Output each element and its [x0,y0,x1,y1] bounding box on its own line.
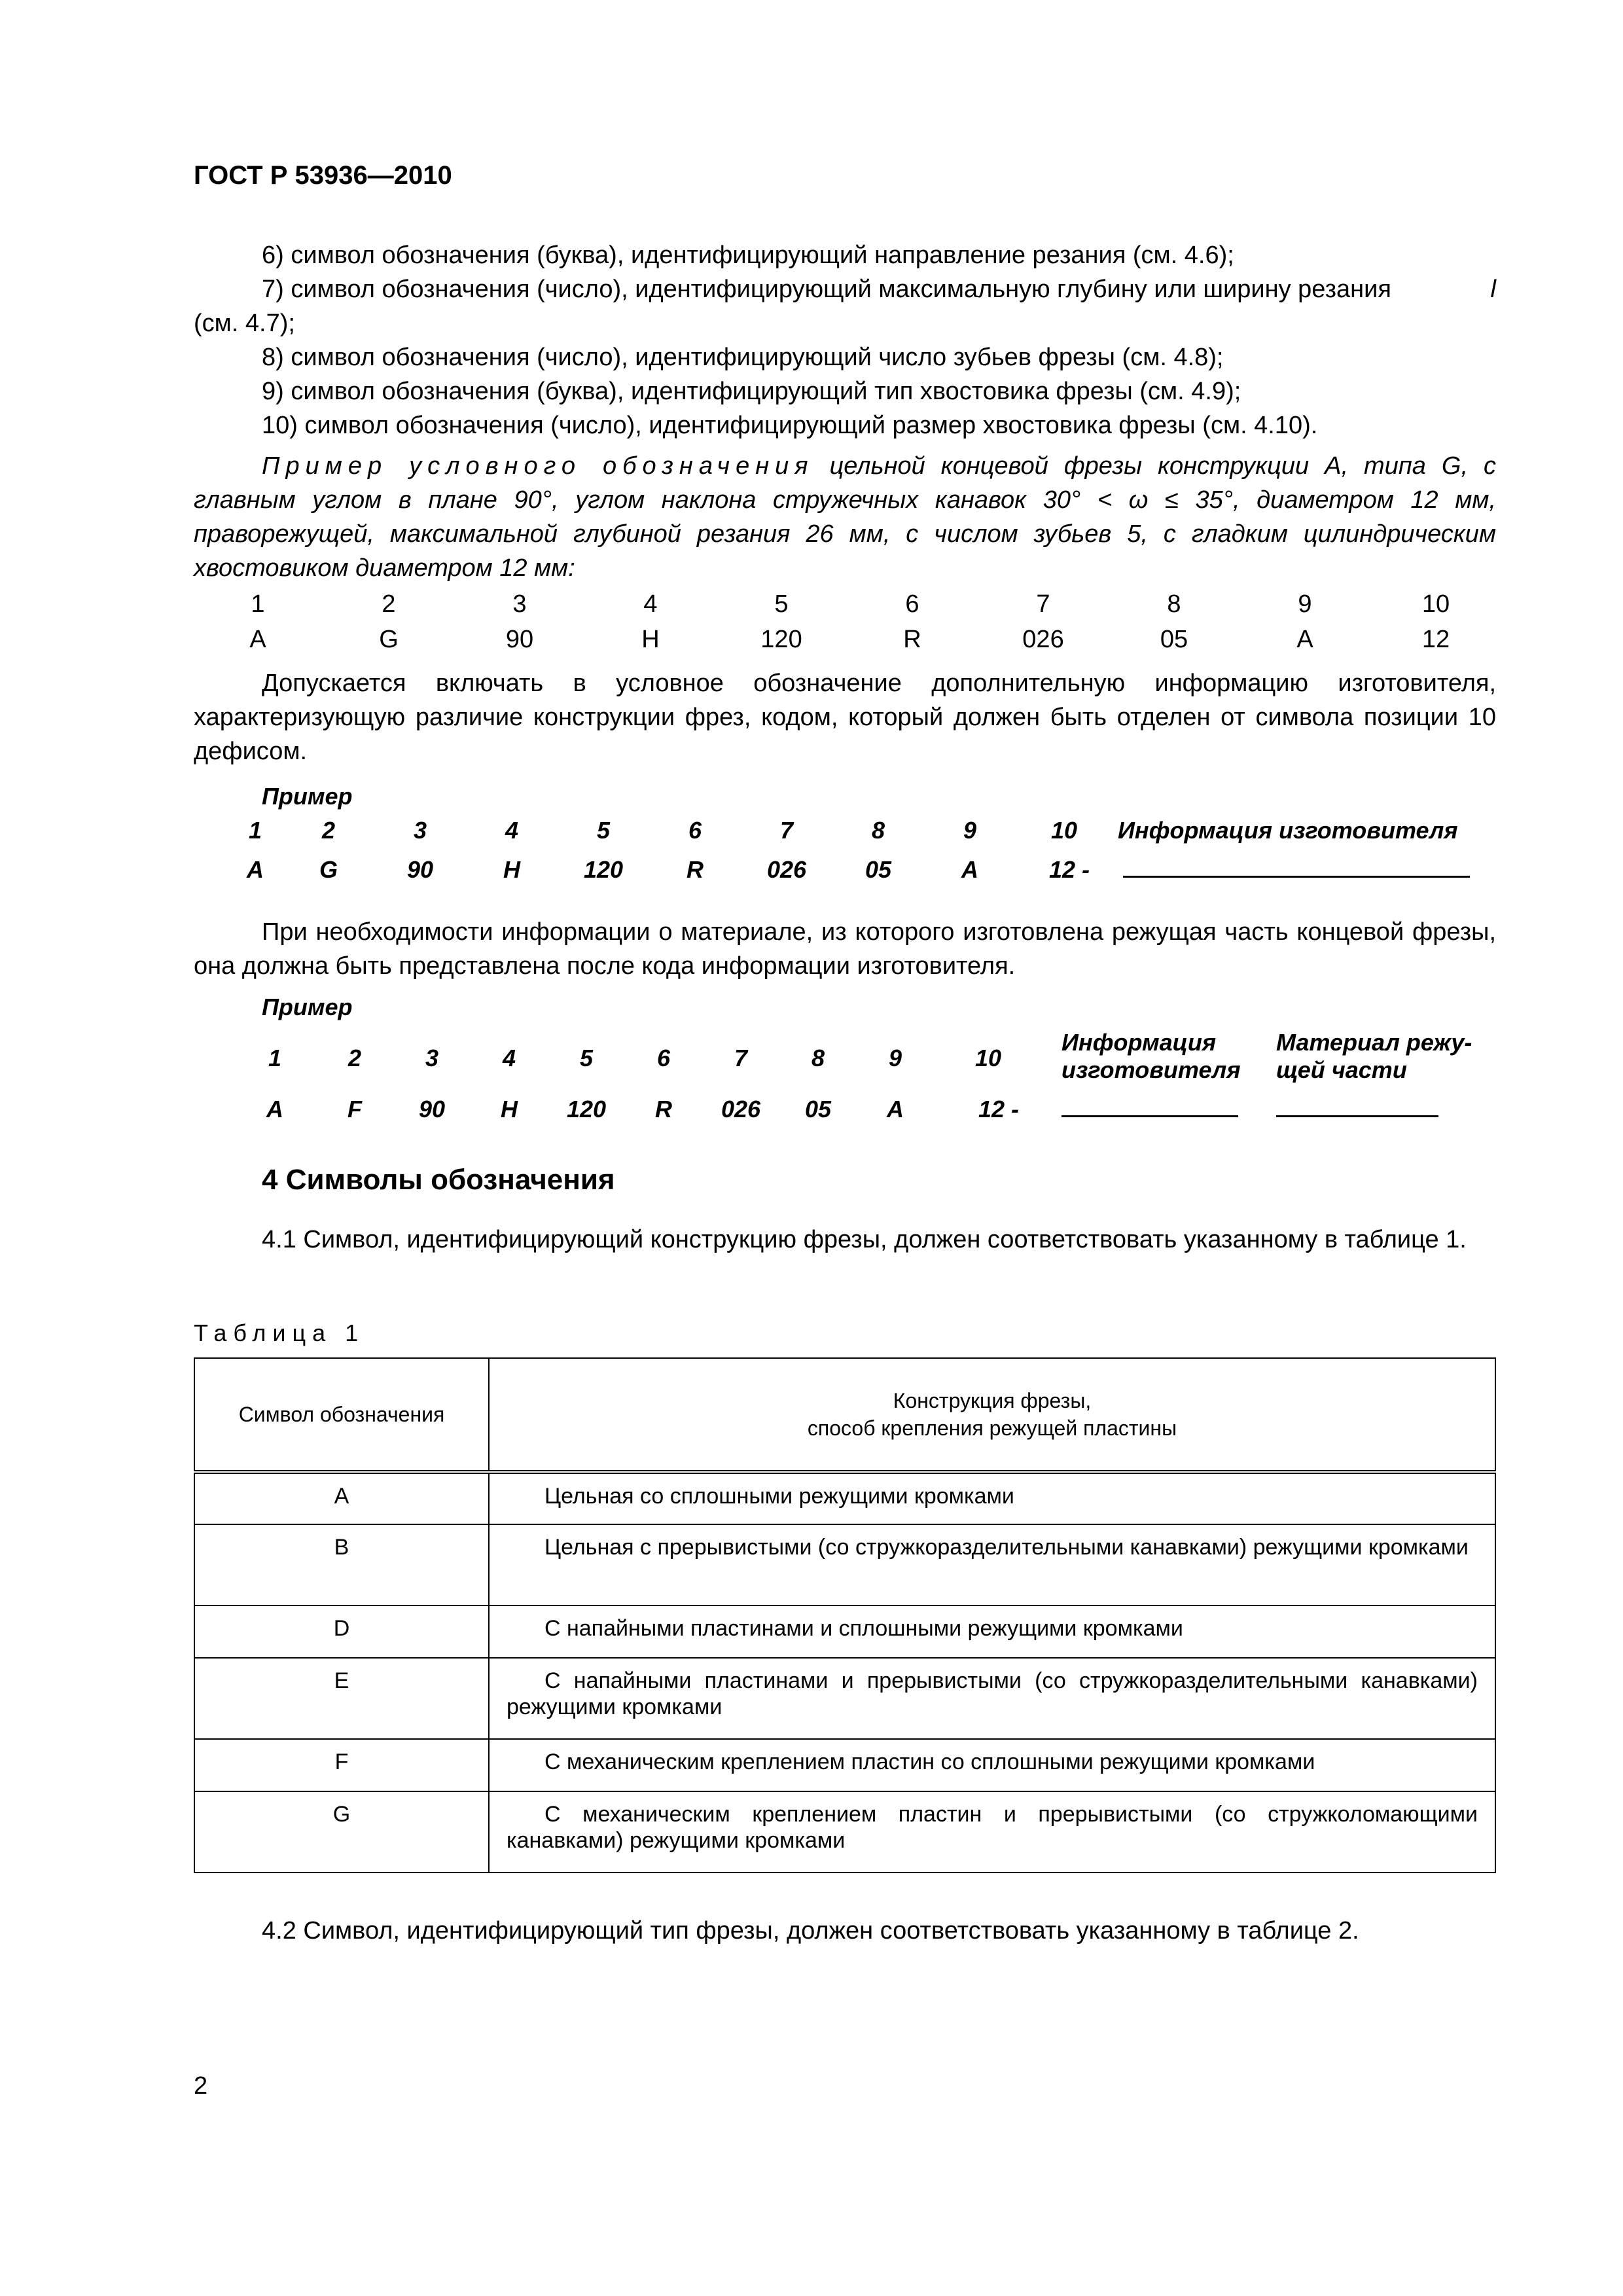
position-label: 6 [656,1045,671,1071]
list-item-7-cont: (см. 4.7); [194,310,295,337]
position-label: 8 [1167,590,1181,618]
table-cell-symbol: D [194,1605,489,1658]
paragraph-material-info: При необходимости информации о материале, из которого изготовлена режущая часть концевой фрезы, она должна быть представлена после кода информации изготовителя. [194,918,1496,980]
example-3-label: Пример [262,994,353,1020]
table-cell-symbol: A [194,1472,489,1524]
table-row [194,1739,1495,1791]
table-cell-construction [489,1658,1495,1739]
position-label: 4 [502,1045,516,1071]
position-value: H [501,1096,518,1122]
table-row [194,1472,1495,1524]
table-cell-symbol: G [194,1791,489,1873]
table-cell-construction [489,1524,1495,1605]
position-value: R [655,1096,672,1122]
position-label: 6 [688,817,702,844]
example-1-intro [194,449,1496,585]
table-row [194,1605,1495,1658]
position-label: 1 [248,817,262,844]
position-label: 2 [382,590,396,618]
position-value: 90 [406,856,434,883]
example-2-label: Пример [262,783,353,810]
material-header [1276,1029,1472,1084]
page-number: 2 [194,2072,208,2100]
manufacturer-info-header-line1: Информация [1061,1029,1217,1056]
list-item-8: 8) символ обозначения (число), идентифицирующий число зубьев фрезы (см. 4.8); [262,344,1224,371]
position-label: 9 [963,817,977,844]
position-value: 12 [1421,626,1450,653]
position-label: 10 [974,1045,1002,1071]
position-value: A [961,856,978,883]
position-label: 3 [413,817,427,844]
table-row [194,1524,1495,1605]
list-item-6: 6) символ обозначения (буква), идентифицирующий направление резания (см. 4.6); [262,242,1234,269]
paragraph-4-1: 4.1 Символ, идентифицирующий конструкцию фрезы, должен соответствовать указанному в таблице 1. [262,1226,1467,1253]
position-value: A [266,1096,283,1122]
table-header-row [194,1358,1495,1472]
position-label: 1 [251,590,265,618]
position-label: 7 [1036,590,1050,618]
section-heading: 4 Символы обозначения [262,1164,615,1196]
table-cell-construction [489,1791,1495,1873]
position-value: 12 - [1048,856,1090,883]
table-cell-text: С напайными пластинами и сплошными режущими кромками [544,1616,1183,1641]
position-label: 4 [643,590,658,618]
table-cell-text: Цельная с прерывистыми (со стружкоразделительными канавками) режущими кромками [544,1535,1469,1560]
position-value: H [503,856,520,883]
table-header-construction-line1: Конструкция фрезы, [893,1389,1092,1412]
list-item-7-symbol: l [1490,276,1496,303]
position-value: 120 [760,626,802,653]
position-value: 026 [766,856,807,883]
position-label: 2 [348,1045,362,1071]
position-label: 4 [505,817,519,844]
example-1-text: цельной концевой фрезы конструкции А, типа G, с главным углом в плане 90°, углом наклона стружечных канавок 30° < ω ≤ 35°, диаметром 12 мм, праворежущей, максимальной глубиной резания 26 мм, с числом зубьев 5, с гладким цилиндрическим хвостовиком диаметром 12 мм: [194,452,1497,582]
table-row [194,1791,1495,1873]
example-2-positions-row [194,817,1496,851]
position-value: R [903,626,921,653]
example-1-values-row [194,626,1496,660]
position-value: G [319,856,338,883]
manufacturer-info-blank-line [1061,1115,1238,1117]
table-header-symbol: Символ обозначения [194,1358,489,1472]
table-cell-construction [489,1472,1495,1524]
position-value: A [247,856,264,883]
table-cell-text: Цельная со сплошными режущими кромками [544,1484,1014,1509]
example-2-values-row [194,856,1496,890]
position-value: 90 [505,626,534,653]
table-1 [194,1357,1496,1873]
position-label: 9 [888,1045,902,1071]
list-item-10: 10) символ обозначения (число), идентифицирующий размер хвостовика фрезы (см. 4.10). [262,412,1318,439]
position-value: R [687,856,704,883]
table-cell-symbol: E [194,1658,489,1739]
manufacturer-info-label: Информация изготовителя [1118,817,1458,844]
position-value: 05 [804,1096,832,1122]
position-label: 10 [1050,817,1078,844]
list-item-7 [194,272,1496,306]
example-3-values-row [194,1096,1496,1130]
position-value: A [1296,626,1313,653]
material-blank-line [1276,1115,1438,1117]
list-item-9: 9) символ обозначения (буква), идентифицирующий тип хвостовика фрезы (см. 4.9); [262,378,1241,405]
position-value: A [249,626,266,653]
list-item-7-text: 7) символ обозначения (число), идентифицирующий максимальную глубину или ширину резания [262,276,1391,303]
position-value: F [348,1096,362,1122]
position-label: 5 [579,1045,594,1071]
example-1-positions-row [194,590,1496,624]
material-header-line1: Материал режу- [1276,1029,1472,1056]
position-label: 5 [774,590,789,618]
table-cell-text: С напайными пластинами и прерывистыми (со стружкоразделительными канавками) режущими кромками [507,1668,1478,1719]
table-cell-symbol: B [194,1524,489,1605]
position-label: 3 [425,1045,439,1071]
example-1-lead: Пример условного обозначения [262,452,814,480]
position-value: G [379,626,399,653]
paragraph-4-2: 4.2 Символ, идентифицирующий тип фрезы, должен соответствовать указанному в таблице 2. [262,1917,1359,1945]
position-value: 120 [566,1096,607,1122]
table-caption: Таблица 1 [194,1319,365,1346]
position-value: 05 [865,856,892,883]
table-header-construction [489,1358,1495,1472]
position-value: A [887,1096,904,1122]
position-value: 12 - [978,1096,1020,1122]
position-label: 9 [1298,590,1312,618]
position-label: 8 [871,817,885,844]
manufacturer-info-header-line2: изготовителя [1061,1056,1241,1083]
position-label: 7 [779,817,794,844]
manufacturer-info-header [1061,1029,1241,1084]
material-header-line2: щей части [1276,1056,1407,1083]
position-value: 05 [1160,626,1188,653]
position-label: 7 [734,1045,748,1071]
table-cell-symbol: F [194,1739,489,1791]
position-label: 1 [268,1045,282,1071]
position-label: 5 [596,817,611,844]
position-value: 120 [583,856,624,883]
table-row [194,1658,1495,1739]
manufacturer-info-blank-line [1123,876,1470,878]
table-cell-construction [489,1605,1495,1658]
table-cell-text: С механическим креплением пластин и прерывистыми (со стружколомающими канавками) режущими кромками [507,1802,1478,1853]
position-value: 026 [721,1096,761,1122]
document-header: ГОСТ Р 53936—2010 [194,161,452,190]
position-value: 026 [1022,626,1064,653]
position-value: 90 [418,1096,446,1122]
position-label: 10 [1421,590,1450,618]
position-label: 6 [905,590,919,618]
position-label: 3 [512,590,527,618]
position-label: 8 [811,1045,825,1071]
table-cell-text: С механическим креплением пластин со сплошными режущими кромками [544,1749,1315,1774]
paragraph-manufacturer-info: Допускается включать в условное обозначение дополнительную информацию изготовителя, характеризующую различие конструкции фрез, кодом, который должен быть отделен от символа позиции 10 дефисом. [194,670,1496,765]
position-value: H [641,626,660,653]
table-cell-construction [489,1739,1495,1791]
table-header-construction-line2: способ крепления режущей пластины [807,1416,1177,1440]
position-label: 2 [321,817,336,844]
